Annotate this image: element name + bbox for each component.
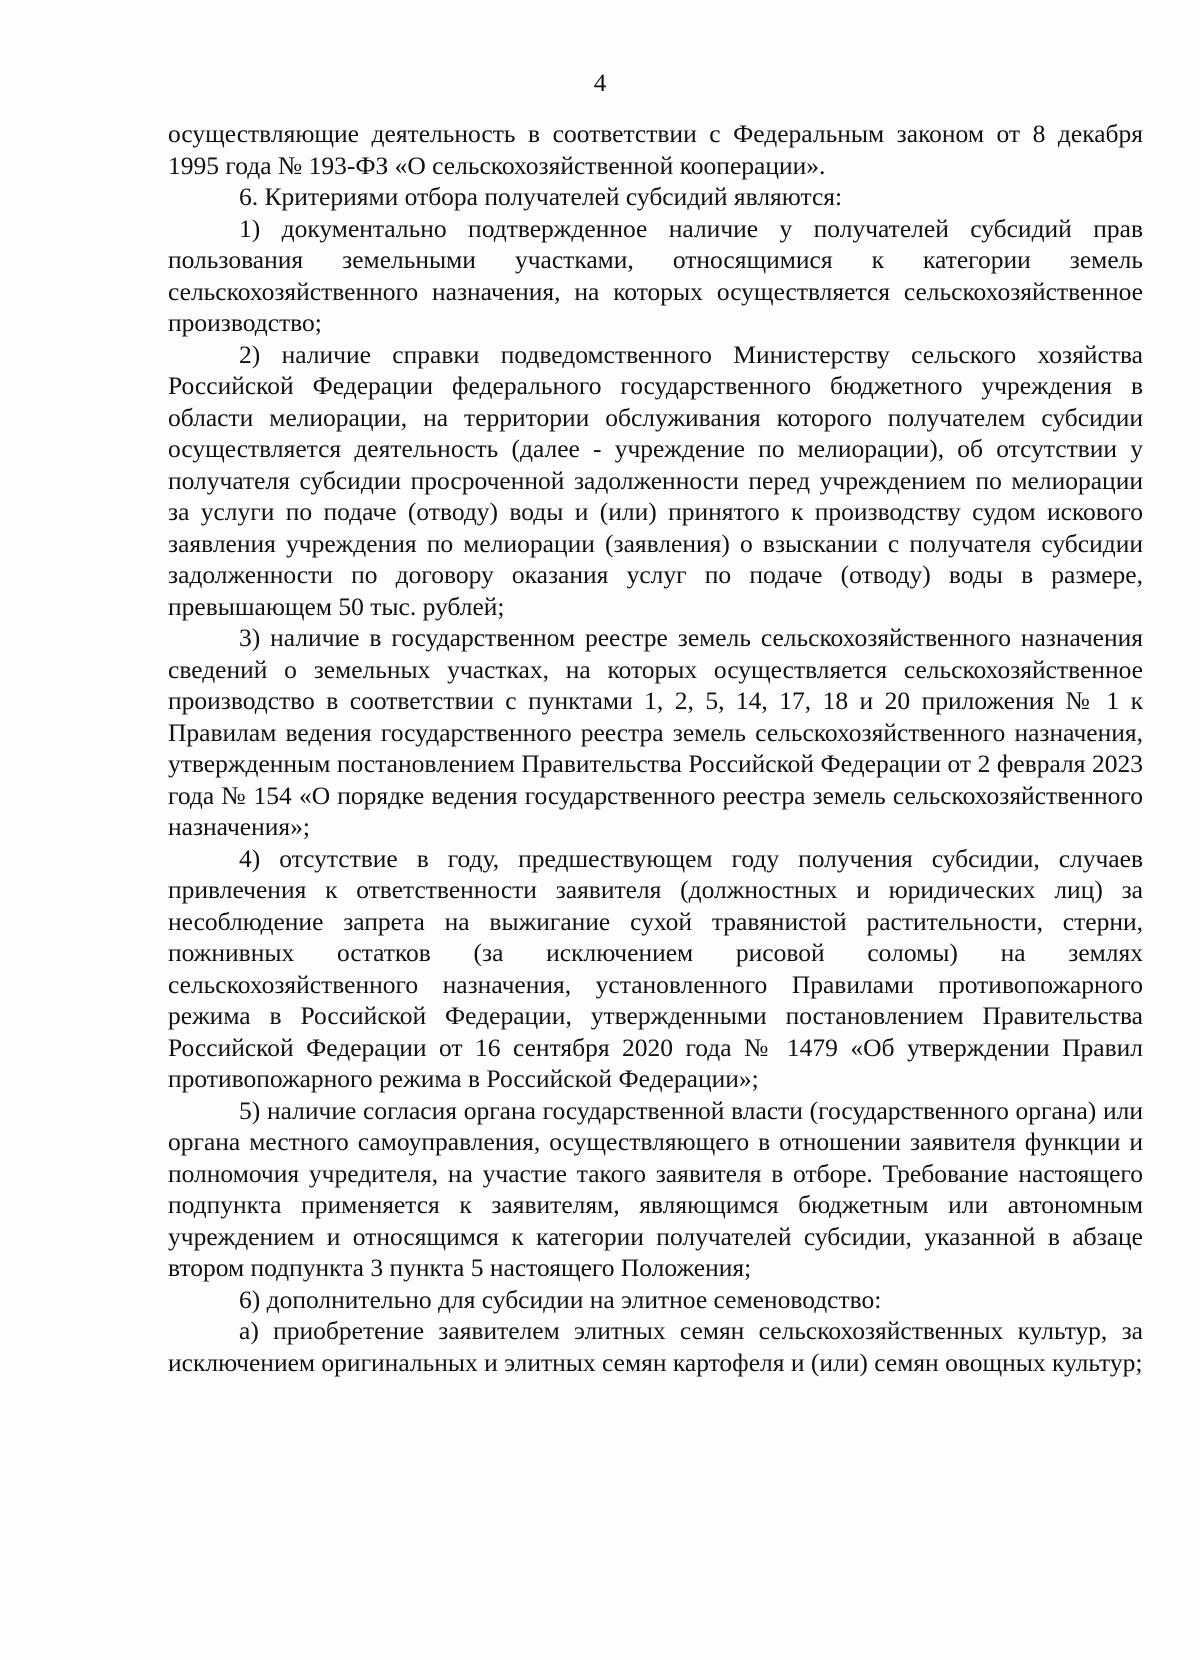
paragraph-criterion-6a: а) приобретение заявителем элитных семян сельскохозяйственных культур, за исключением оригинальных и элитных семян картофеля и (или) семян овощных культур;: [168, 1316, 1143, 1377]
paragraph-criterion-3: 3) наличие в государственном реестре земель сельскохозяйственного назначения сведений о земельных участках, на которых осуществляется сельскохозяйственное производство в соответствии с пунктами 1, 2, 5, 14, 17, 18 и 20 приложения № 1 к Правилам ведения государственного реестра земель сельскохозяйственного назначения, утвержденным постановлением Правительства Российской Федерации от 2 февраля 2023 года № 154 «О порядке ведения государственного реестра земель сельскохозяйственного назначения»;: [168, 623, 1143, 841]
paragraph-criterion-6: 6) дополнительно для субсидии на элитное семеноводство:: [239, 1284, 882, 1314]
paragraph-criterion-2: 2) наличие справки подведомственного Министерству сельского хозяйства Российской Федерации федерального государственного бюджетного учреждения в области мелиорации, на территории обслуживания которого получателем субсидии осуществляется деятельность (далее - учреждение по мелиорации), об отсутствии у получателя субсидии просроченной задолженности перед учреждением по мелиорации за услуги по подаче (отводу) воды и (или) принятого к производству судом искового заявления учреждения по мелиорации (заявления) о взыскании с получателя субсидии задолженности по договору оказания услуг по подаче (отводу) воды в размере, превышающем 50 тыс. рублей;: [168, 339, 1143, 621]
document-body: [168, 118, 1143, 1378]
paragraph-criterion-4: 4) отсутствие в году, предшествующем году получения субсидии, случаев привлечения к ответственности заявителя (должностных и юридических лиц) за несоблюдение запрета на выжигание сухой травянистой растительности, стерни, пожнивных остатков (за исключением рисовой соломы) на землях сельскохозяйственного назначения, установленного Правилами противопожарного режима в Российской Федерации, утвержденными постановлением Правительства Российской Федерации от 16 сентября 2020 года № 1479 «Об утверждении Правил противопожарного режима в Российской Федерации»;: [168, 843, 1143, 1093]
paragraph-continuation: осуществляющие деятельность в соответствии с Федеральным законом от 8 декабря 1995 года № 193-ФЗ «О сельскохозяйственной кооперации».: [168, 119, 1143, 180]
page-number: 4: [593, 70, 607, 97]
paragraph-criterion-1: 1) документально подтвержденное наличие у получателей субсидий прав пользования земельными участками, относящимися к категории земель сельскохозяйственного назначения, на которых осуществляется сельскохозяйственное производство;: [168, 213, 1143, 337]
paragraph-criteria-heading: 6. Критериями отбора получателей субсидий являются:: [239, 182, 843, 211]
paragraph-criterion-5: 5) наличие согласия органа государственной власти (государственного органа) или органа местного самоуправления, осуществляющего в отношении заявителя функции и полномочия учредителя, на участие такого заявителя в отборе. Требование настоящего подпункта применяется к заявителям, являющимся бюджетным или автономным учреждением и относящимся к категории получателей субсидии, указанной в абзаце втором подпункта 3 пункта 5 настоящего Положения;: [168, 1095, 1143, 1282]
